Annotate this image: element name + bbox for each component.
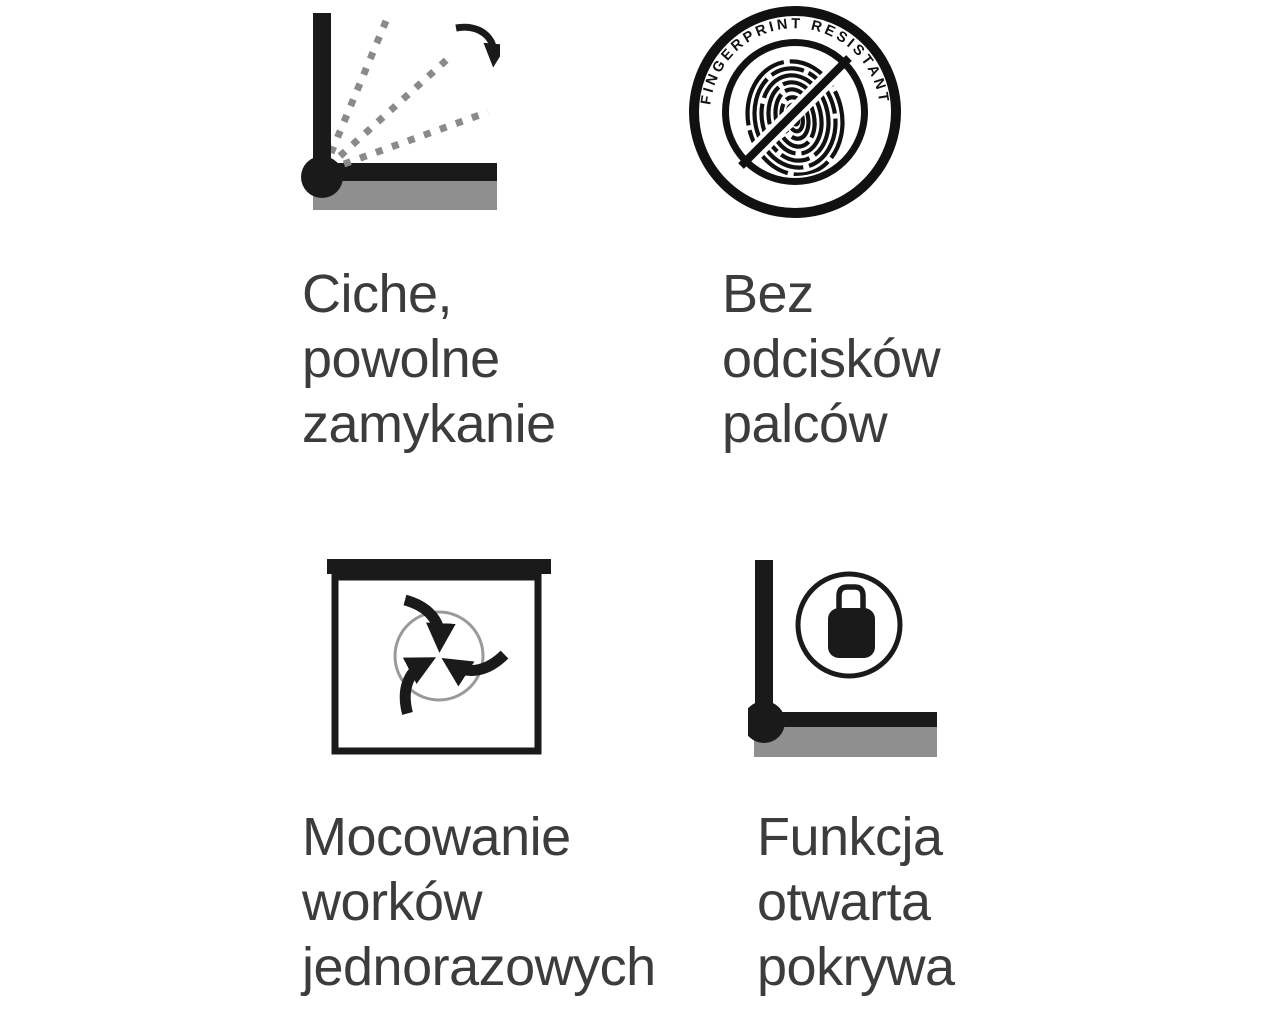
caption-bag-mounting — [302, 805, 656, 1000]
closing-arrow-icon — [456, 27, 494, 58]
caption-line: powolne — [302, 329, 500, 389]
badge-arc-textpath: FINGERPRINT RESISTANT — [698, 16, 892, 106]
open-lid-bar — [755, 560, 773, 710]
caption-line: palców — [722, 394, 888, 454]
caption-line: Funkcja — [757, 807, 943, 867]
soft-close-lid-icon — [300, 10, 500, 213]
caption-line: odcisków — [722, 329, 941, 389]
lock-body — [828, 608, 875, 658]
bag-mounting-swirl-icon — [327, 558, 551, 758]
caption-line: pokrywa — [757, 937, 955, 997]
no-fingerprint-badge-icon — [689, 6, 901, 218]
caption-line: worków — [302, 872, 483, 932]
caption-open-lid-function — [757, 805, 955, 1000]
caption-line: Ciche, — [302, 264, 453, 324]
caption-line: zamykanie — [302, 394, 556, 454]
caption-line: Bez — [722, 264, 814, 324]
bin-top-rim — [327, 559, 551, 574]
hinge-dot — [301, 156, 343, 198]
bin-top-view-square — [335, 577, 538, 751]
caption-soft-close — [302, 262, 556, 457]
caption-line: Mocowanie — [302, 807, 571, 867]
caption-line: otwarta — [757, 872, 931, 932]
lid-motion-dashed-rays — [331, 21, 488, 164]
caption-fingerprint-resistant — [722, 262, 940, 457]
open-lid-lock-icon — [748, 558, 937, 760]
caption-line: jednorazowych — [302, 937, 656, 997]
open-lid-bar — [313, 13, 331, 177]
bin-rim-bar — [764, 712, 937, 727]
